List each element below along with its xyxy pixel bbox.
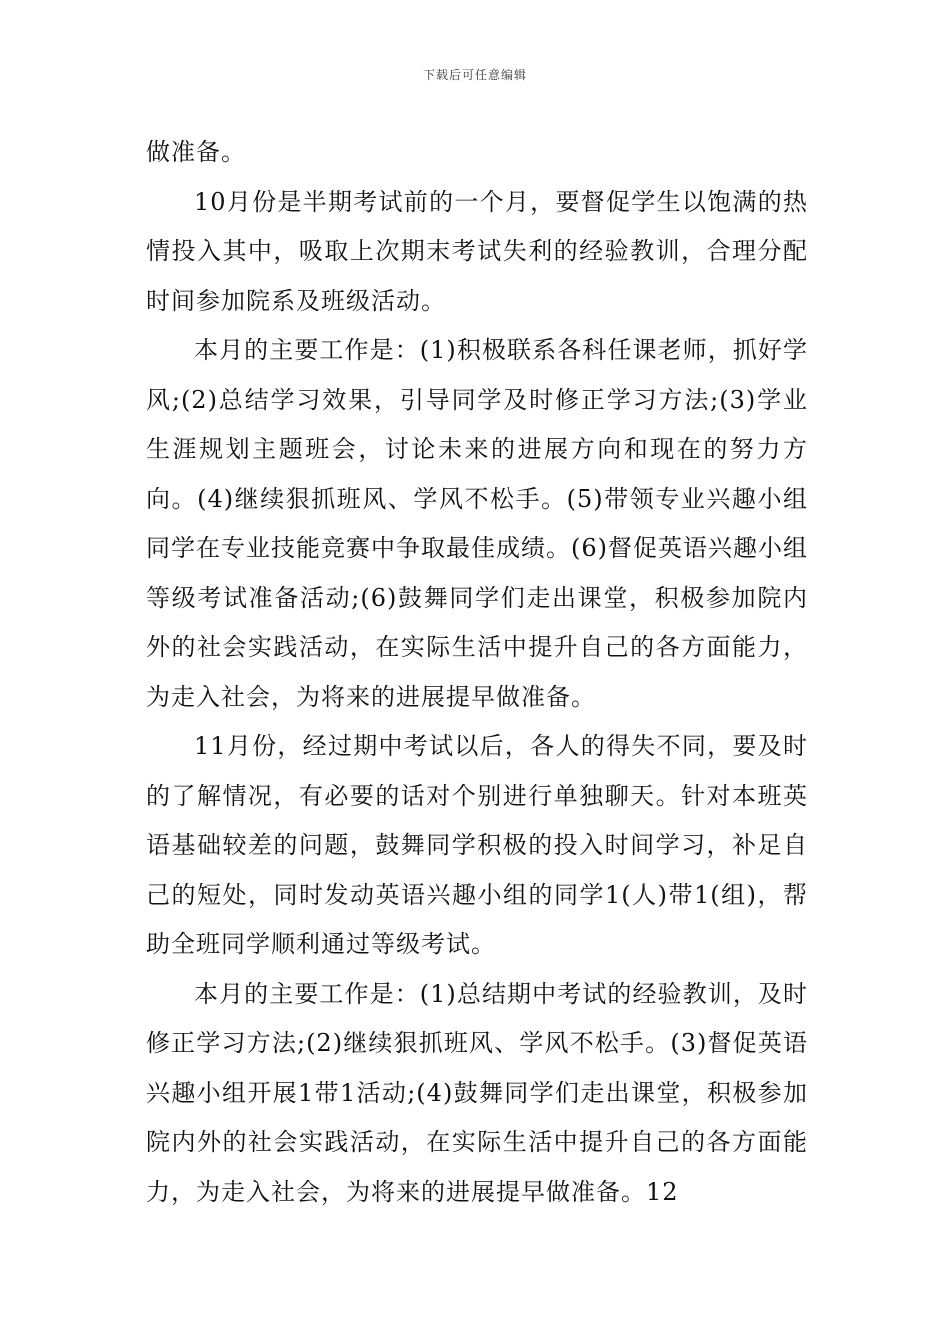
paragraph: 本月的主要工作是：(1)积极联系各科任课老师，抓好学风;(2)总结学习效果，引导同学及时修正学习方法;(3)学业生涯规划主题班会，讨论未来的进展方向和现在的努力方向。(4)继续狠抓班风、学风不松手。(5)带领专业兴趣小组同学在专业技能竞赛中争取最佳成绩。(6)督促英语兴趣小组等级考试准备活动;(6)鼓舞同学们走出课堂，积极参加院内外的社会实践活动，在实际生活中提升自己的各方面能力，为走入社会，为将来的进展提早做准备。 <box>146 336 808 711</box>
paragraph: 10月份是半期考试前的一个月，要督促学生以饱满的热情投入其中，吸取上次期末考试失利的经验教训，合理分配时间参加院系及班级活动。 <box>146 187 808 315</box>
paragraph: 做准备。 <box>146 138 246 166</box>
document-body <box>146 128 808 1217</box>
page-header: 下载后可任意编辑 <box>422 68 527 82</box>
paragraph: 11月份，经过期中考试以后，各人的得失不同，要及时的了解情况，有必要的话对个别进行单独聊天。针对本班英语基础较差的问题，鼓舞同学积极的投入时间学习，补足自己的短处，同时发动英语兴趣小组的同学1(人)带1(组)，帮助全班同学顺利通过等级考试。 <box>146 732 808 958</box>
paragraph: 本月的主要工作是：(1)总结期中考试的经验教训，及时修正学习方法;(2)继续狠抓班风、学风不松手。(3)督促英语兴趣小组开展1带1活动;(4)鼓舞同学们走出课堂，积极参加院内外的社会实践活动，在实际生活中提升自己的各方面能力，为走入社会，为将来的进展提早做准备。12 <box>146 979 808 1206</box>
